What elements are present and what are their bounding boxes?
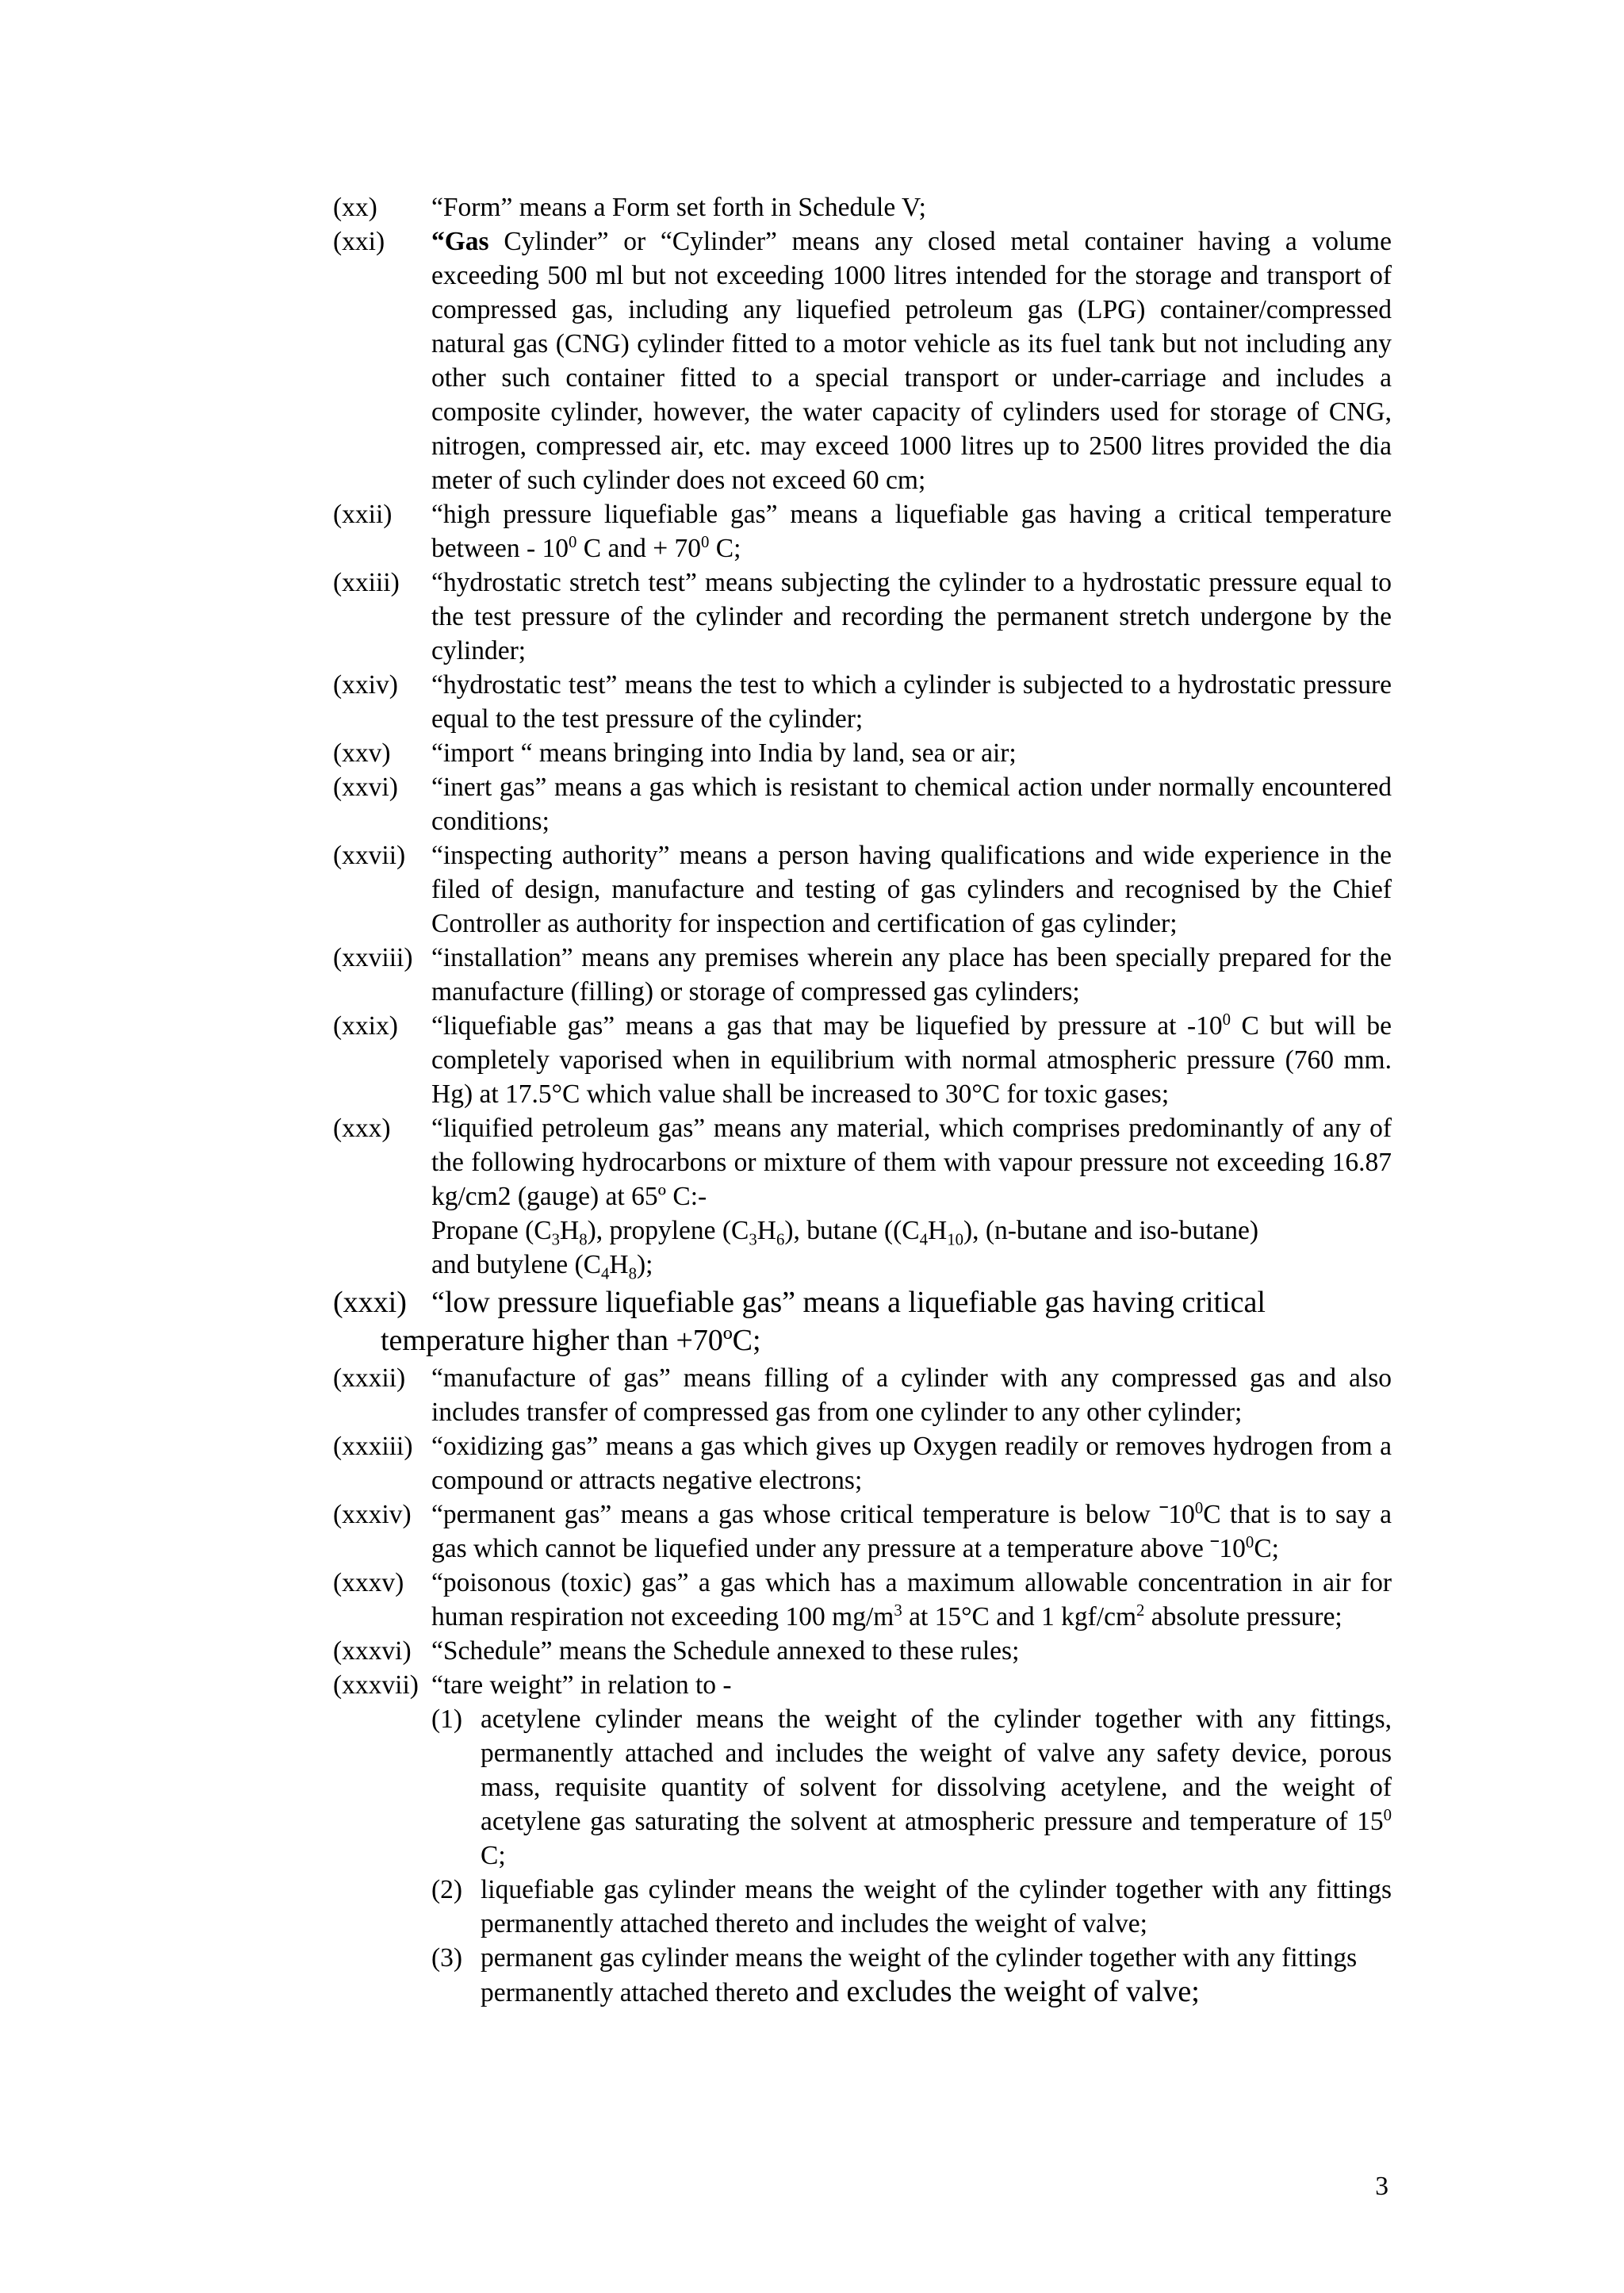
definition-number: (xxiii): [333, 568, 400, 597]
definition-xxxiii: [333, 1429, 1392, 1497]
definition-text: “high pressure liquefiable gas” means a liquefiable gas having a critical temperature between - $10^0$ C and + $70^0$ C;: [431, 500, 1392, 563]
definition-number: (xxvi): [333, 773, 398, 802]
definition-number: (xxii): [333, 500, 393, 529]
tare-item-1: [333, 1702, 1392, 1873]
definition-xxxi: [333, 1283, 1392, 1359]
definition-number: (xxiv): [333, 670, 398, 700]
definition-number: (xxx): [333, 1114, 391, 1143]
definition-text: “import “ means bringing into India by land, sea or air;: [431, 738, 1017, 768]
definition-text: “low pressure liquefiable gas” means a liquefiable gas having critical: [431, 1286, 1266, 1319]
sub-item-text: permanent gas cylinder means the weight of the cylinder together with any fittings permanently attached thereto and excludes the weight of valve;: [481, 1943, 1358, 2008]
definition-text: “oxidizing gas” means a gas which gives up Oxygen readily or removes hydrogen from a compound or attracts negative electrons;: [431, 1432, 1392, 1495]
definition-number: (xxxiii): [333, 1432, 413, 1461]
definition-xxx: [333, 1111, 1392, 1282]
definition-number: (xxv): [333, 738, 391, 768]
definition-text: “Form” means a Form set forth in Schedule V;: [431, 193, 926, 222]
definition-xxv: [333, 736, 1392, 770]
tare-item-2: [333, 1873, 1392, 1941]
definition-text: “inert gas” means a gas which is resistant to chemical action under normally encountered conditions;: [431, 773, 1392, 836]
definition-text: “liquified petroleum gas” means any material, which comprises predominantly of any of the following hydrocarbons or mixture of them with vapour pressure not exceeding 16.87 kg/cm2 (gauge) at 65º C:- Propane $(C_3H_8)$, propylene $(C_3H_6)$, butane ($(C_4H_{10})$, (n-butane and iso-butane) and butylene $(C_4H_8)$;: [431, 1114, 1392, 1283]
definition-text: “liquefiable gas” means a gas that may be liquefied by pressure at $-10^0$ C but will be completely vaporised when in equilibrium with normal atmospheric pressure (760 mm. Hg) at 17.5°C which value shall be increased to 30°C for toxic gases;: [431, 1010, 1392, 1109]
definition-text: “hydrostatic test” means the test to which a cylinder is subjected to a hydrostatic pressure equal to the test pressure of the cylinder;: [431, 670, 1392, 734]
definition-xxiii: [333, 566, 1392, 668]
definition-number: (xxxii): [333, 1363, 406, 1393]
definition-text: “installation” means any premises wherein any place has been specially prepared for the manufacture (filling) or storage of compressed gas cylinders;: [431, 943, 1392, 1007]
definition-number: (xxxvi): [333, 1636, 412, 1666]
definition-text: “manufacture of gas” means filling of a cylinder with any compressed gas and also includes transfer of compressed gas from one cylinder to any other cylinder;: [431, 1363, 1392, 1427]
definition-text: “Schedule” means the Schedule annexed to these rules;: [431, 1636, 1020, 1666]
sub-item-number: (1): [431, 1704, 463, 1734]
page-number: 3: [1375, 2172, 1388, 2201]
definition-number: (xx): [333, 193, 377, 222]
definition-xx: [333, 190, 1392, 224]
definition-xxviii: [333, 941, 1392, 1009]
definition-xxvii: [333, 838, 1392, 941]
definition-number: (xxvii): [333, 841, 406, 870]
definition-number: (xxxi): [333, 1286, 407, 1319]
document-body: [333, 190, 1392, 2010]
definition-xxxvi: [333, 1634, 1392, 1668]
definition-xxi: [333, 224, 1392, 497]
definition-text: “poisonous (toxic) gas” a gas which has a maximum allowable concentration in air for human respiration not exceeding 100 $mg/m^3$ at 15°C and 1 kgf/$cm^2$ absolute pressure;: [431, 1568, 1392, 1632]
definition-text: “tare weight” in relation to -: [431, 1670, 732, 1700]
definition-number: (xxviii): [333, 943, 413, 972]
definition-xxiv: [333, 668, 1392, 736]
definition-xxxvii: [333, 1668, 1392, 1702]
definition-number: (xxxvii): [333, 1670, 419, 1700]
bold-prefix: “Gas: [431, 227, 504, 256]
sub-item-text: liquefiable gas cylinder means the weight of the cylinder together with any fittings permanently attached thereto and includes the weight of valve;: [481, 1875, 1392, 1938]
sub-item-number: (2): [431, 1875, 463, 1904]
sub-item-number: (3): [431, 1943, 463, 1973]
definition-xxii: [333, 497, 1392, 566]
definition-text: “permanent gas” means a gas whose critical temperature is below $ˉ10^0C$ that is to say a gas which cannot be liquefied under any pressure at a temperature above $ˉ10^0C$;: [431, 1498, 1392, 1563]
sub-item-text: acetylene cylinder means the weight of the cylinder together with any fittings, permanently attached and includes the weight of valve any safety device, porous mass, requisite quantity of solvent for dissolving acetylene, and the weight of acetylene gas saturating the solvent at atmospheric pressure and temperature of $15^0$ C;: [481, 1704, 1392, 1870]
definition-xxix: [333, 1009, 1392, 1111]
definition-xxxv: [333, 1566, 1392, 1634]
definition-number: (xxxiv): [333, 1500, 412, 1529]
definition-text-continued: temperature higher than +70ºC;: [381, 1324, 761, 1357]
hydrocarbon-formula: Propane $(C_3H_8)$, propylene $(C_3H_6)$, butane ($(C_4H_{10})$, (n-butane and iso-butane) and butylene $(C_4H_8)$;: [431, 1216, 1259, 1283]
definition-xxvi: [333, 770, 1392, 838]
tare-item-3: [333, 1941, 1392, 2010]
definition-number: (xxxv): [333, 1568, 404, 1597]
definition-number: (xxix): [333, 1011, 398, 1041]
definition-number: (xxi): [333, 227, 385, 256]
definition-text: “Gas Cylinder” or “Cylinder” means any closed metal container having a volume exceeding 500 ml but not exceeding 1000 litres intended for the storage and transport of compressed gas, including any liquefied petroleum gas (LPG) container/compressed natural gas (CNG) cylinder fitted to a motor vehicle as its fuel tank but not including any other such container fitted to a special transport or under-carriage and includes a composite cylinder, however, the water capacity of cylinders used for storage of CNG, nitrogen, compressed air, etc. may exceed 1000 litres up to 2500 litres provided the dia meter of such cylinder does not exceed 60 cm;: [431, 227, 1392, 495]
definition-text: “inspecting authority” means a person having qualifications and wide experience in the filed of design, manufacture and testing of gas cylinders and recognised by the Chief Controller as authority for inspection and certification of gas cylinder;: [431, 841, 1392, 938]
definition-xxxiv: [333, 1497, 1392, 1566]
definition-xxxii: [333, 1361, 1392, 1429]
definition-text: “hydrostatic stretch test” means subjecting the cylinder to a hydrostatic pressure equal to the test pressure of the cylinder and recording the permanent stretch undergone by the cylinder;: [431, 568, 1392, 665]
